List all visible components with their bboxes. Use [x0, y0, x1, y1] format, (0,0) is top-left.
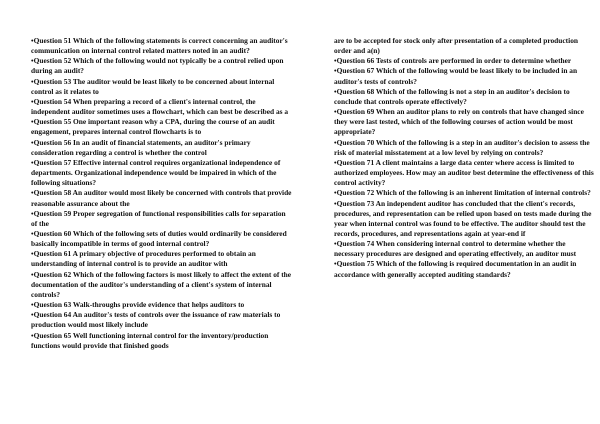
- question-68: • Question 68 Which of the following is not a step in an auditor's decision to conclude that controls operate effectively?: [334, 87, 594, 107]
- question-64: • Question 64 An auditor's tests of controls over the issuance of raw materials to production would most likely include: [31, 310, 293, 330]
- question-58: • Question 58 An auditor would most likely be concerned with controls that provide reasonable assurance about the: [31, 188, 293, 208]
- question-73: • Question 73 An independent auditor has concluded that the client's records, procedures, and representation can be relied upon based on tests made during the year when internal control was found to be effective. The auditor should test the records, procedures, and representations again at year-end if: [334, 199, 594, 240]
- question-65: • Question 65 Well functioning internal control for the inventory/production functions would provide that finished goods: [31, 331, 293, 351]
- question-74: • Question 74 When considering internal control to determine whether the necessary procedures are designed and operating effectively, an auditor must: [334, 239, 594, 259]
- question-61: • Question 61 A primary objective of procedures performed to obtain an understanding of internal control is to provide an auditor with: [31, 249, 293, 269]
- right-column: [334, 36, 594, 280]
- question-69: • Question 69 When an auditor plans to rely on controls that have changed since they were last tested, which of the following courses of action would be most appropriate?: [334, 107, 594, 137]
- question-71: • Question 71 A client maintains a large data center where access is limited to authorized employees. How may an auditor best determine the effectiveness of this control activity?: [334, 158, 594, 188]
- question-55: • Question 55 One important reason why a CPA, during the course of an audit engagement, prepares internal control flowcharts is to: [31, 117, 293, 137]
- question-53: • Question 53 The auditor would be least likely to be concerned about internal control as it relates to: [31, 77, 293, 97]
- question-65-continuation: are to be accepted for stock only after presentation of a completed production order and a(n): [334, 36, 578, 56]
- question-67: • Question 67 Which of the following would be least likely to be included in an auditor's tests of controls?: [334, 66, 594, 86]
- question-63: • Question 63 Walk-throughs provide evidence that helps auditors to: [31, 300, 293, 310]
- question-70: • Question 70 Which of the following is a step in an auditor's decision to assess the risk of material misstatement at a low level by relying on controls?: [334, 138, 594, 158]
- question-56: • Question 56 In an audit of financial statements, an auditor's primary consideration regarding a control is whether the control: [31, 138, 293, 158]
- question-51: • Question 51 Which of the following statements is correct concerning an auditor's communication on internal control related matters noted in an audit?: [31, 36, 293, 56]
- question-66: • Question 66 Tests of controls are performed in order to determine whether: [334, 56, 594, 66]
- left-column: [31, 36, 293, 351]
- question-52: • Question 52 Which of the following would not typically be a control relied upon during an audit?: [31, 56, 293, 76]
- question-59: • Question 59 Proper segregation of functional responsibilities calls for separation of the: [31, 209, 293, 229]
- question-75: • Question 75 Which of the following is required documentation in an audit in accordance with generally accepted auditing standards?: [334, 259, 594, 279]
- question-60: • Question 60 Which of the following sets of duties would ordinarily be considered basically incompatible in terms of good internal control?: [31, 229, 293, 249]
- question-72: • Question 72 Which of the following is an inherent limitation of internal controls?: [334, 188, 594, 198]
- question-54: • Question 54 When preparing a record of a client's internal control, the independent auditor sometimes uses a flowchart, which can best be described as a: [31, 97, 293, 117]
- question-57: • Question 57 Effective internal control requires organizational independence of departments. Organizational independence would be impaired in which of the following situations?: [31, 158, 293, 188]
- question-62: • Question 62 Which of the following factors is most likely to affect the extent of the documentation of the auditor's understanding of a client's system of internal controls?: [31, 270, 293, 300]
